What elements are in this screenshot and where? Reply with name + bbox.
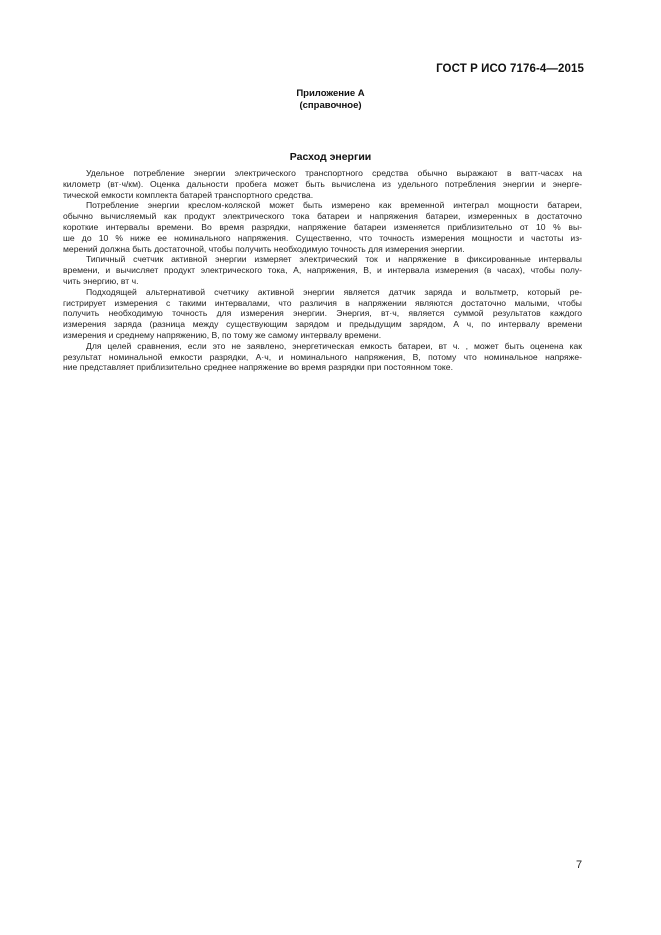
paragraph-2 <box>63 200 582 254</box>
text-line: Подходящей альтернативой счетчику активной энергии является датчик заряда и вольтметр, который ре- <box>86 286 582 297</box>
paragraph-4 <box>63 287 582 341</box>
text-line: обычно вычисляемый как продукт электрического тока батареи и напряжения батареи, измеренных в достаточно <box>63 211 582 222</box>
body-text <box>63 168 582 373</box>
text-line: ше до 10 % ниже ее номинального напряжения. Существенно, что точность измерения мощности и частоты из- <box>63 232 582 243</box>
section-title: Расход энергии <box>289 151 372 163</box>
paragraph-1 <box>63 168 582 200</box>
text-line: километр (вт·ч/км). Оценка дальности пробега может быть вычислена из удельного потребления энергии и энерге- <box>63 178 582 189</box>
text-line: результат номинальной емкости разрядки, А·ч, и номинального напряжения, В, потому что номинальное напряже- <box>63 351 582 362</box>
text-line: измерения заряда (разница между существующим зарядом и предыдущим зарядом, А ч, по интервалу времени <box>63 319 582 330</box>
text-line: тической емкости комплекта батарей транспортного средства. <box>63 189 314 200</box>
document-code-header: ГОСТ Р ИСО 7176-4—2015 <box>436 63 584 75</box>
appendix-title: Приложение А <box>296 88 365 99</box>
text-line: короткие интервалы времени. Во время разрядки, напряжение батареи изменяется приблизительно от 10 % вы- <box>63 221 582 232</box>
text-line: гистрирует измерения с такими интервалами, что различия в напряжении являются достаточно малыми, чтобы <box>63 297 582 308</box>
appendix-subtitle: (справочное) <box>299 100 362 111</box>
text-line: Для целей сравнения, если это не заявлено, энергетическая емкость батареи, вт ч. , может быть оценена как <box>86 340 582 351</box>
text-line: времени, и вычисляет продукт электрического тока, А, напряжения, В, и интервала измерения (в часах), чтобы полу- <box>63 265 582 276</box>
text-line: Типичный счетчик активной энергии измеряет электрический ток и напряжение в фиксированные интервалы <box>86 254 582 265</box>
text-line: получить необходимую точность для измерения энергии. Энергия, вт·ч, является суммой результатов каждого <box>63 308 582 319</box>
appendix-heading <box>0 88 661 112</box>
text-line: Потребление энергии креслом-коляской может быть измерено как временной интеграл мощности батареи, <box>86 200 582 211</box>
text-line: чить энергию, вт ч. <box>63 275 139 286</box>
paragraph-3 <box>63 254 582 286</box>
text-line: ние представляет приблизительно среднее напряжение во время разрядки при постоянном токе. <box>63 362 453 373</box>
page-number: 7 <box>576 859 583 871</box>
text-line: измерения и среднему напряжению, В, по тому же самому интервалу времени. <box>63 329 382 340</box>
text-line: мерений должна быть достаточной, чтобы получить необходимую точность для измерения энергии. <box>63 243 465 254</box>
paragraph-5 <box>63 341 582 373</box>
text-line: Удельное потребление энергии электрического транспортного средства обычно выражают в ватт-часах на <box>86 168 582 178</box>
